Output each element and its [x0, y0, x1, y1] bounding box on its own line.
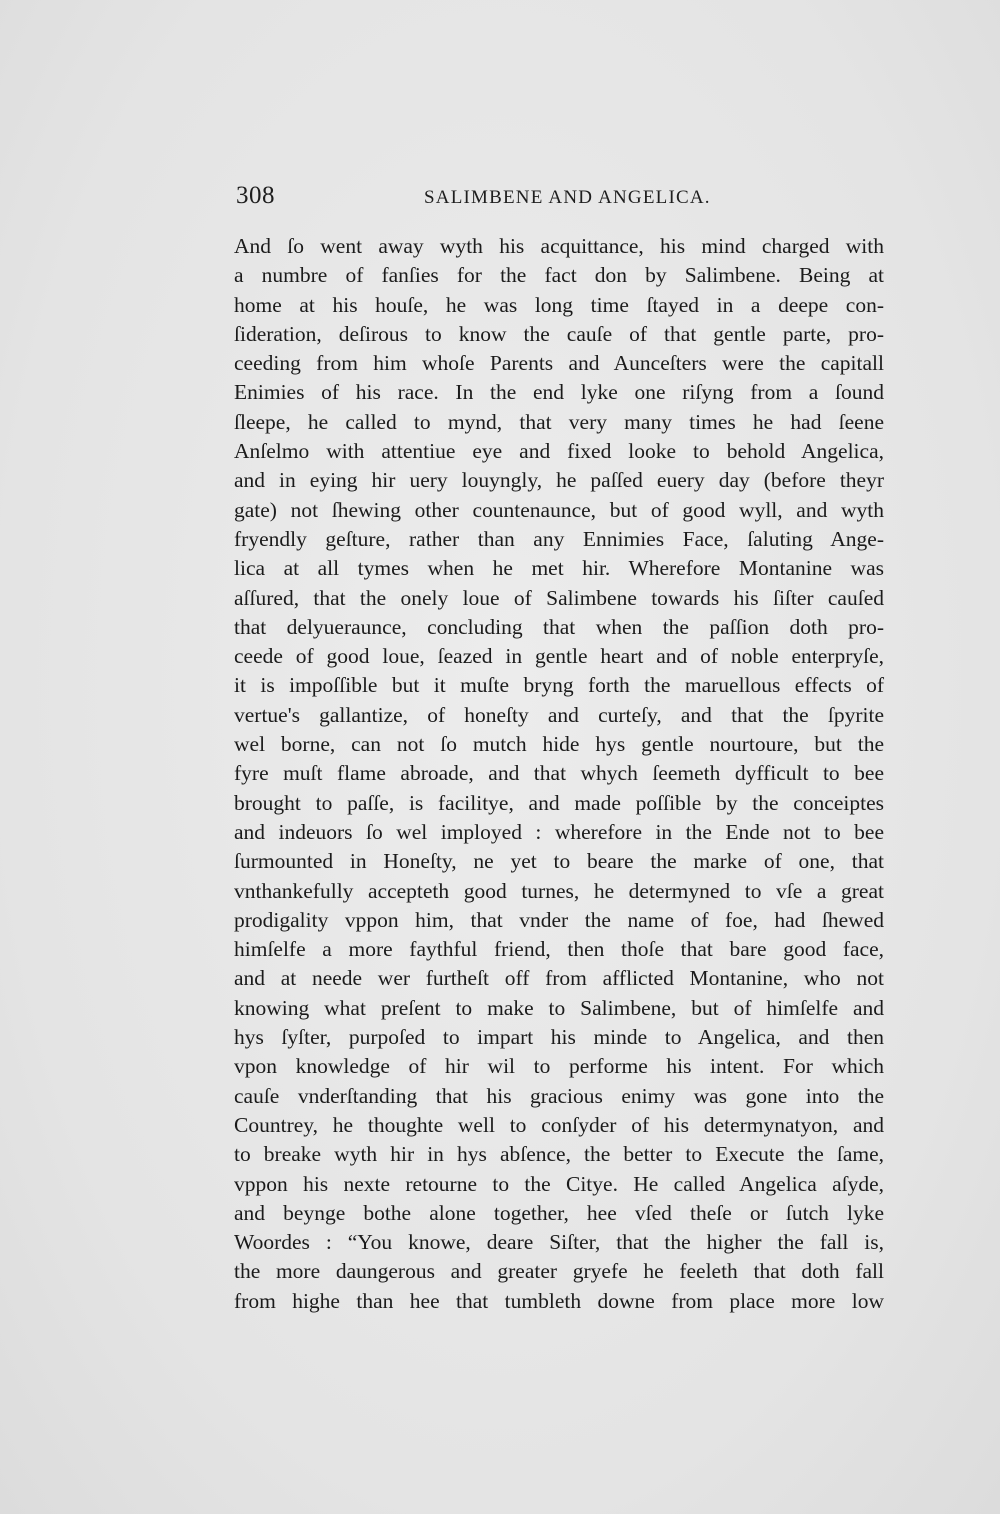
text-line: And ſo went away wyth his acquittance, his mind charged with	[234, 234, 884, 258]
text-line: wel borne, can not ſo mutch hide hys gentle nourtoure, but the	[234, 732, 884, 757]
text-line: himſelfe a more faythful friend, then thoſe that bare good face,	[234, 937, 884, 962]
text-line: Enimies of his race. In the end lyke one riſyng from a ſound	[234, 380, 884, 405]
page-number: 308	[236, 182, 275, 209]
text-line: vppon his nexte retourne to the Citye. He called Angelica aſyde,	[234, 1171, 884, 1196]
text-line: prodigality vppon him, that vnder the name of foe, had ſhewed	[234, 907, 884, 932]
text-line: vpon knowledge of hir wil to performe his intent. For which	[234, 1054, 884, 1079]
text-line: and in eying hir uery louyngly, he paſſed euery day (before theyr	[234, 468, 884, 493]
text-line: hys ſyſter, purpoſed to impart his minde to Angelica, and then	[234, 1025, 884, 1050]
text-line: from highe than hee that tumbleth downe from place more low	[234, 1288, 884, 1313]
text-line: ſurmounted in Honeſty, ne yet to beare the marke of one, that	[234, 849, 884, 874]
text-line: gate) not ſhewing other countenaunce, but of good wyll, and wyth	[234, 497, 884, 522]
text-line: ſleepe, he called to mynd, that very many times he had ſeene	[234, 409, 884, 434]
text-line: Anſelmo with attentiue eye and fixed looke to behold Angelica,	[234, 439, 884, 464]
text-line: aſſured, that the onely loue of Salimbene towards his ſiſter cauſed	[234, 585, 884, 610]
text-line: and indeuors ſo wel imployed : wherefore in the Ende not to bee	[234, 819, 884, 844]
text-line: vnthankefully accepteth good turnes, he determyned to vſe a great	[234, 878, 884, 903]
text-line: lica at all tymes when he met hir. Wherefore Montanine was	[234, 556, 884, 581]
text-line: ceeding from him whoſe Parents and Aunceſters were the capitall	[234, 351, 884, 376]
text-line: knowing what preſent to make to Salimbene, but of himſelfe and	[234, 995, 884, 1020]
text-line: to breake wyth hir in hys abſence, the better to Execute the ſame,	[234, 1142, 884, 1167]
text-line: fryendly geſture, rather than any Ennimies Face, ſaluting Ange-	[234, 526, 884, 551]
text-line: brought to paſſe, is facilitye, and made poſſible by the conceiptes	[234, 790, 884, 815]
text-line: a numbre of fanſies for the fact don by Salimbene. Being at	[234, 263, 884, 288]
text-line: the more daungerous and greater gryefe he feeleth that doth fall	[234, 1259, 884, 1284]
text-line: ſideration, deſirous to know the cauſe of that gentle parte, pro-	[234, 321, 884, 346]
text-line: cauſe vnderſtanding that his gracious enimy was gone into the	[234, 1083, 884, 1108]
text-line: it is impoſſible but it muſte bryng forth the maruellous effects of	[234, 673, 884, 698]
text-line: Woordes : “You knowe, deare Siſter, that the higher the fall is,	[234, 1230, 884, 1255]
text-line: that delyueraunce, concluding that when the paſſion doth pro-	[234, 614, 884, 639]
body-text	[234, 232, 884, 1316]
text-line: home at his houſe, he was long time ſtayed in a deepe con-	[234, 292, 884, 317]
text-line: and beynge bothe alone together, hee vſed theſe or ſutch lyke	[234, 1200, 884, 1225]
page-header	[236, 182, 888, 222]
text-line: ceede of good loue, ſeazed in gentle heart and of noble enterpryſe,	[234, 644, 884, 669]
text-line: Countrey, he thoughte well to conſyder of his determynatyon, and	[234, 1112, 884, 1137]
running-title: SALIMBENE AND ANGELICA.	[424, 187, 711, 208]
text-line: fyre muſt flame abroade, and that whych ſeemeth dyfficult to bee	[234, 761, 884, 786]
text-line: and at neede wer furtheſt off from afflicted Montanine, who not	[234, 966, 884, 991]
text-line: vertue's gallantize, of honeſty and curteſy, and that the ſpyrite	[234, 702, 884, 727]
